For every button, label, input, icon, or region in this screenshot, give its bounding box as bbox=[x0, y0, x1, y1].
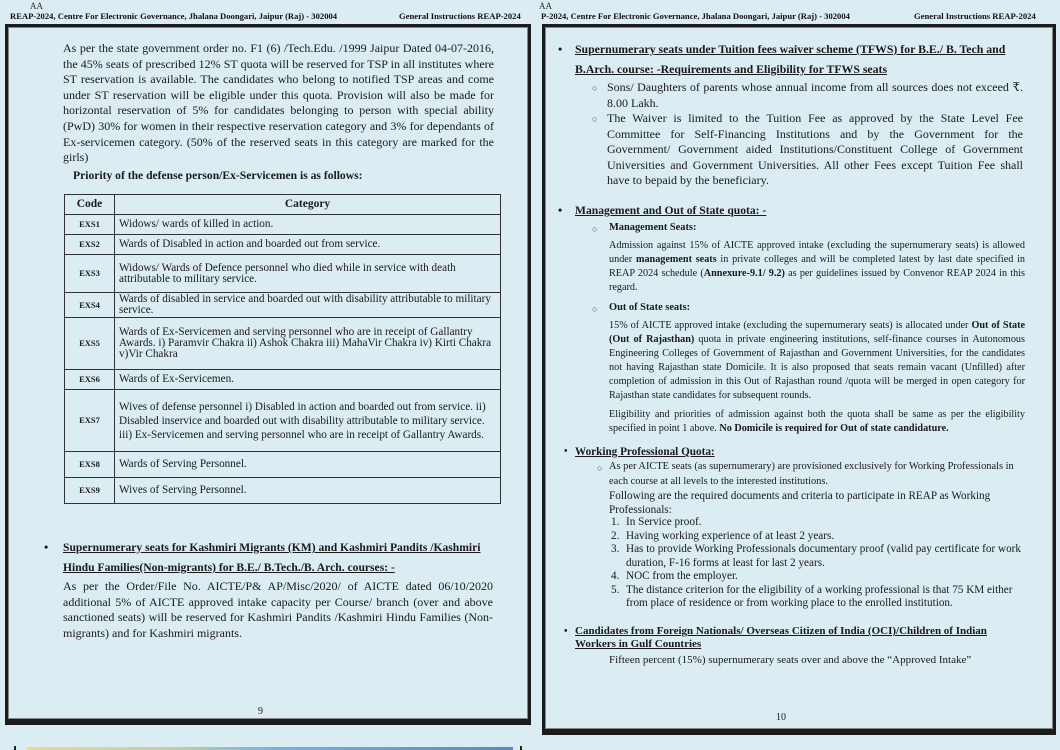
working-professional-following: Following are the required documents and criteria to participate in REAP as Working Professionals: bbox=[609, 490, 991, 516]
list-item bbox=[611, 516, 1031, 530]
list-text: The distance criterion for the eligibility of a working professional is that 75 KM either from place of residence or from working place to the enrolled institution. bbox=[626, 583, 1013, 609]
text-run-bold: Annexure-9.1/ 9.2) bbox=[703, 268, 785, 279]
page-number: 10 bbox=[776, 712, 786, 723]
top-marker: AA bbox=[30, 1, 43, 11]
list-item bbox=[611, 570, 1031, 584]
kashmiri-migrants-paragraph: As per the Order/File No. AICTE/P& AP/Misc/2020/ of AICTE dated 06/10/2020 additional 5% of AICTE approved intake capacity per Course/ branch (over and above sanctioned seats) will be reserved for Kashmiri Pandits /Kashmiri Hindu Families (Non-migrants) and for Kashmiri migrants. bbox=[63, 579, 493, 640]
bullet-icon: • bbox=[564, 626, 568, 637]
circle-bullet-icon: ○ bbox=[592, 224, 598, 234]
page-header-left: REAP-2024, Centre For Electronic Governance, Jhalana Doongari, Jaipur (Raj) - 302004 bbox=[10, 11, 338, 21]
scroll-marker-right bbox=[520, 746, 522, 750]
list-text: Having working experience of at least 2 years. bbox=[626, 529, 835, 542]
column-header-code: Code bbox=[65, 195, 115, 215]
page-header-right: General Instructions REAP-2024 bbox=[399, 11, 521, 21]
row-category: Wives of defense personnel i) Disabled in action and boarded out from service. ii) Disabled inservice and boarded out with disability attributable to military service. iii) Ex-Servicemen and serving personnel who are in receipt of Gallantry Awards. bbox=[115, 390, 501, 452]
table-row bbox=[65, 215, 501, 235]
row-code: EXS5 bbox=[65, 318, 115, 370]
tfws-heading-line1: Supernumerary seats under Tuition fees waiver scheme (TFWS) for B.E./ B. Tech and bbox=[575, 42, 1006, 56]
text-run-bold: No Domicile is required for Out of state candidature. bbox=[719, 423, 949, 434]
bullet-icon: • bbox=[44, 540, 49, 554]
kashmiri-migrants-heading-line1: Supernumerary seats for Kashmiri Migrants (KM) and Kashmiri Pandits /Kashmiri bbox=[63, 541, 481, 554]
list-number: 4. bbox=[611, 570, 620, 582]
text-run: 15% of AICTE approved intake (excluding the supernumerary seats) is allocated under bbox=[609, 320, 972, 331]
table-row bbox=[65, 235, 501, 255]
text-run: quota in private engineering institutions, self-finance courses in Autonomous Engineering Colleges of Government of Rajasthan and Government Universities, for the candidates not having Rajasthan state Domicile. It is also proposed that seats remain vacant (Unfilled) after completion of admission in this Out of Rajasthan round /quota will be merged in open category for Rajasthan state candidates for subsequent rounds. bbox=[609, 334, 1025, 401]
tfws-income-item: Sons/ Daughters of parents whose annual income from all sources does not exceed ₹. 8.00 Lakh. bbox=[607, 80, 1023, 110]
management-seats-label: Management Seats: bbox=[609, 222, 697, 233]
text-run: Admission against 15% of AICTE approved intake (excluding the supernumerary seats) is allowed under bbox=[609, 240, 1025, 265]
list-number: 2. bbox=[611, 529, 620, 542]
table-row bbox=[65, 255, 501, 293]
text-run: in private colleges and will be completed latest by last date specified in REAP 2024 schedule ( bbox=[609, 254, 1025, 279]
table-header-row bbox=[65, 195, 501, 215]
list-text: NOC from the employer. bbox=[626, 570, 738, 582]
row-code: EXS4 bbox=[65, 293, 115, 318]
row-category: Wives of Serving Personnel. bbox=[115, 478, 501, 504]
tsp-reservation-paragraph: As per the state government order no. F1 (6) /Tech.Edu. /1999 Jaipur Dated 04-07-2016, the 45% seats of prescribed 12% ST quota will be reserved for TSP in all institutes where ST reservation is available. The candidates who belong to notified TSP areas and come under ST reservation will be eligible under this quota. Provision will also be made for horizontal reservation of 5% for candidates belonging to person with special ability (PwD) 30% for women in their respective reservation category and 3% for dependants of Ex-servicemen category. (50% of the reserved seats in this category are marked for the girls) bbox=[63, 41, 494, 165]
list-number: 3. bbox=[611, 543, 620, 555]
row-category: Wards of disabled in service and boarded out with disability attributable to military service. bbox=[115, 293, 501, 318]
circle-bullet-icon: ○ bbox=[597, 463, 603, 473]
page-10 bbox=[535, 0, 1060, 750]
working-professional-heading: Working Professional Quota: bbox=[575, 446, 715, 458]
text-run-bold: management seats bbox=[635, 254, 717, 265]
row-code: EXS6 bbox=[65, 370, 115, 390]
eligibility-paragraph bbox=[609, 408, 1025, 436]
row-code: EXS7 bbox=[65, 390, 115, 452]
ex-servicemen-priority-table bbox=[64, 194, 501, 504]
row-code: EXS1 bbox=[65, 215, 115, 235]
foreign-nationals-paragraph: Fifteen percent (15%) supernumerary seats over and above the “Approved Intake” bbox=[609, 654, 972, 666]
out-of-state-seats-label: Out of State seats: bbox=[609, 302, 691, 313]
bullet-icon: • bbox=[564, 446, 568, 457]
circle-bullet-icon: ○ bbox=[592, 83, 598, 93]
out-of-state-paragraph bbox=[609, 319, 1025, 403]
column-header-category: Category bbox=[115, 195, 501, 215]
working-professional-criteria-list bbox=[611, 516, 1031, 611]
text-run: as per guidelines issued by Convenor REAP 2024 in this regard. bbox=[609, 268, 1025, 293]
bullet-icon: • bbox=[558, 203, 563, 217]
row-category: Wards of Disabled in action and boarded out from service. bbox=[115, 235, 501, 255]
table-row bbox=[65, 293, 501, 318]
priority-heading: Priority of the defense person/Ex-Servicemen is as follows: bbox=[73, 169, 363, 182]
row-code: EXS2 bbox=[65, 235, 115, 255]
kashmiri-migrants-heading-line2: Hindu Families(Non-migrants) for B.E./ B.Tech./B. Arch. courses: - bbox=[63, 561, 395, 574]
top-marker: AA bbox=[539, 1, 552, 11]
text-run: Eligibility and priorities of admission against both the quota shall be same as per the eligibility specified in point 1 above. bbox=[609, 409, 1025, 434]
table-row bbox=[65, 478, 501, 504]
table-row bbox=[65, 370, 501, 390]
scroll-marker-left bbox=[14, 746, 16, 750]
foreign-nationals-heading-line2: Workers in Gulf Countries bbox=[575, 638, 702, 650]
text-run-bold: Out of State (Out of Rajasthan) bbox=[609, 320, 1025, 345]
list-item bbox=[611, 543, 1031, 570]
table-row bbox=[65, 452, 501, 478]
circle-bullet-icon: ○ bbox=[592, 114, 598, 124]
row-category: Widows/ wards of killed in action. bbox=[115, 215, 501, 235]
row-code: EXS8 bbox=[65, 452, 115, 478]
row-category: Wards of Ex-Servicemen. bbox=[115, 370, 501, 390]
circle-bullet-icon: ○ bbox=[592, 304, 598, 314]
list-text: In Service proof. bbox=[626, 516, 702, 528]
management-quota-heading: Management and Out of State quota: - bbox=[575, 204, 767, 217]
page-header-right: General Instructions REAP-2024 bbox=[914, 11, 1036, 21]
list-item bbox=[611, 584, 1031, 611]
page-number: 9 bbox=[258, 706, 263, 717]
list-text: Has to provide Working Professionals documentary proof (valid pay certificate for work duration, F-16 forms at least for last 2 years. bbox=[626, 543, 1022, 569]
table-row bbox=[65, 390, 501, 452]
page-header-left: P-2024, Centre For Electronic Governance, Jhalana Doongari, Jaipur (Raj) - 302004 bbox=[541, 11, 850, 21]
row-category: Wards of Ex-Servicemen and serving personnel who are in receipt of Gallantry Awards. i) Paramvir Chakra ii) Ashok Chakra iii) MahaVir Chakra iv) Kirti Chakra v)Vir Chakra bbox=[115, 318, 501, 370]
row-code: EXS9 bbox=[65, 478, 115, 504]
working-professional-intro: As per AICTE seats (as supernumerary) are provisioned exclusively for Working Professionals in each course at all levels to the interested institutions. bbox=[609, 461, 1014, 487]
tfws-heading-line2: B.Arch. course: -Requirements and Eligibility for TFWS seats bbox=[575, 62, 888, 76]
row-code: EXS3 bbox=[65, 255, 115, 293]
list-number: 5. bbox=[611, 583, 620, 596]
list-number: 1. bbox=[611, 516, 620, 528]
bullet-icon: • bbox=[558, 42, 563, 56]
table-row bbox=[65, 318, 501, 370]
row-category: Wards of Serving Personnel. bbox=[115, 452, 501, 478]
foreign-nationals-heading-line1: Candidates from Foreign Nationals/ Overseas Citizen of India (OCI)/Children of Indian bbox=[575, 625, 987, 637]
management-seats-paragraph bbox=[609, 239, 1025, 295]
tfws-waiver-item: The Waiver is limited to the Tuition Fee as approved by the State Level Fee Committee for Self-Financing Institutions and by the Government for the Government/ Government aided Institutions/Constituent College of Government Universities and Government Universities. All other Fees except Tuition Fee shall have to bepaid by the beneficiary. bbox=[607, 111, 1023, 188]
row-category: Widows/ Wards of Defence personnel who died while in service with death attributable to military service. bbox=[115, 255, 501, 293]
list-item bbox=[611, 530, 1031, 544]
